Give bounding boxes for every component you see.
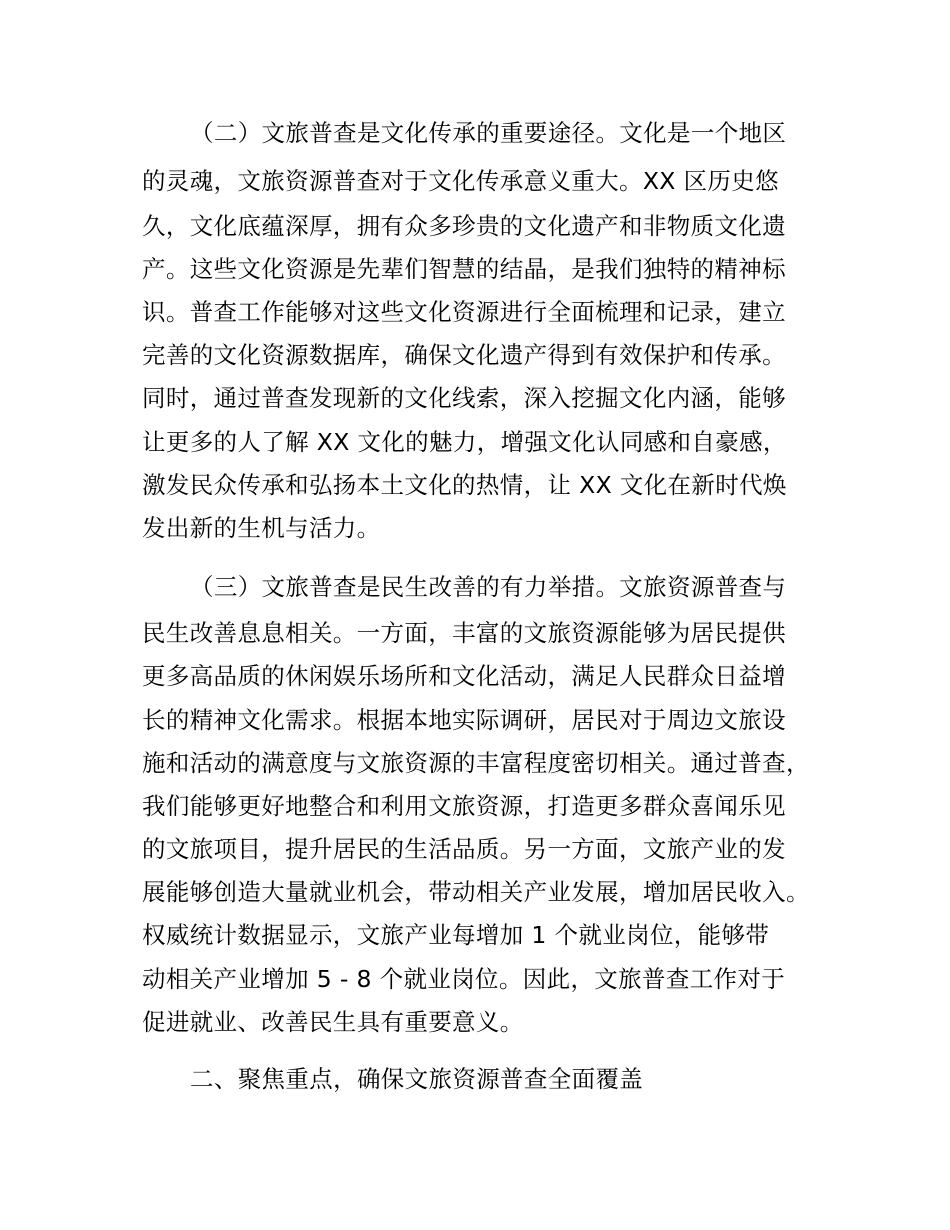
paragraph-line: 促进就业、改善民生具有重要意义。 xyxy=(142,1008,524,1036)
paragraph-line: 完善的文化资源数据库，确保文化遗产得到有效保护和传承。 xyxy=(142,341,786,369)
paragraph-line: 展能够创造大量就业机会，带动相关产业发展，增加居民收入。 xyxy=(142,878,810,906)
paragraph-line: 产。这些文化资源是先辈们智慧的结晶，是我们独特的精神标 xyxy=(142,255,786,283)
paragraph-line: 权威统计数据显示，文旅产业每增加 1 个就业岗位，能够带 xyxy=(142,921,770,949)
paragraph-line: 让更多的人了解 XX 文化的魅力，增强文化认同感和自豪感， xyxy=(142,428,787,456)
paragraph-line: 识。普查工作能够对这些文化资源进行全面梳理和记录，建立 xyxy=(142,298,786,326)
paragraph-line: （二）文旅普查是文化传承的重要途径。文化是一个地区 xyxy=(190,119,787,147)
paragraph-line: 民生改善息息相关。一方面，丰富的文旅资源能够为居民提供 xyxy=(142,619,786,647)
paragraph-line: 的灵魂，文旅资源普查对于文化传承意义重大。XX 区历史悠 xyxy=(142,167,779,195)
paragraph-line: 更多高品质的休闲娱乐场所和文化活动，满足人民群众日益增 xyxy=(142,662,786,690)
paragraph-line: 的文旅项目，提升居民的生活品质。另一方面，文旅产业的发 xyxy=(142,835,786,863)
paragraph-line: 发出新的生机与活力。 xyxy=(142,514,381,542)
section-heading: 二、聚焦重点，确保文旅资源普查全面覆盖 xyxy=(190,1065,644,1093)
paragraph-line: 我们能够更好地整合和利用文旅资源，打造更多群众喜闻乐见 xyxy=(142,792,786,820)
paragraph-line: 同时，通过普查发现新的文化线索，深入挖掘文化内涵，能够 xyxy=(142,384,786,412)
paragraph-line: （三）文旅普查是民生改善的有力举措。文旅资源普查与 xyxy=(190,573,787,601)
paragraph-line: 动相关产业增加 5 - 8 个就业岗位。因此，文旅普查工作对于 xyxy=(142,965,786,993)
paragraph-line: 长的精神文化需求。根据本地实际调研，居民对于周边文旅设 xyxy=(142,706,786,734)
paragraph-line: 施和活动的满意度与文旅资源的丰富程度密切相关。通过普查， xyxy=(142,749,810,777)
paragraph-line: 久，文化底蕴深厚，拥有众多珍贵的文化遗产和非物质文化遗 xyxy=(142,212,786,240)
paragraph-line: 激发民众传承和弘扬本土文化的热情，让 XX 文化在新时代焕 xyxy=(142,471,787,499)
